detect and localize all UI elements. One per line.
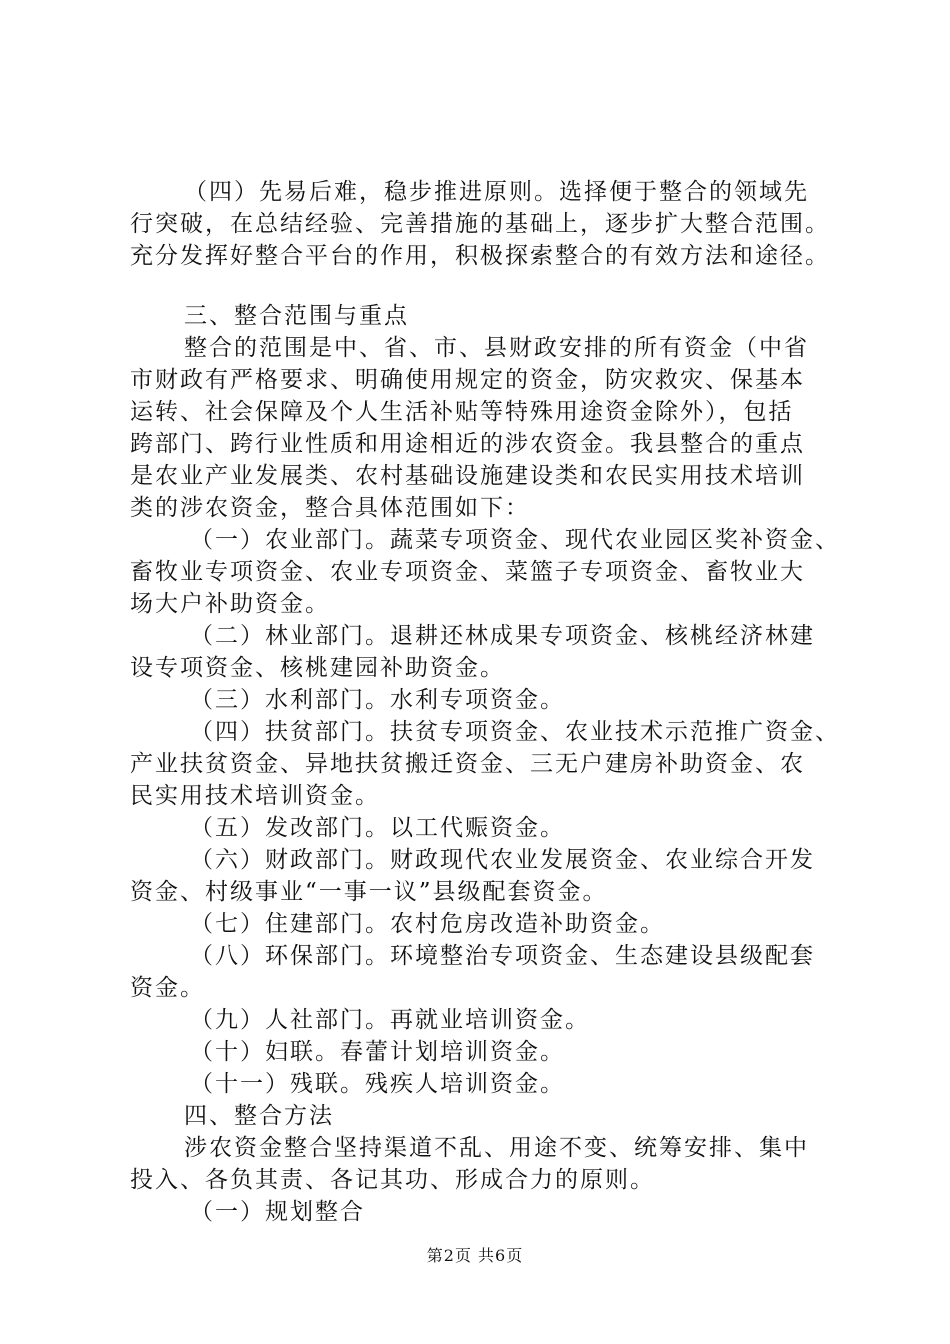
item-water: （三）水利部门。水利专项资金。 <box>190 687 565 713</box>
item-housing: （七）住建部门。农村危房改造补助资金。 <box>190 911 665 937</box>
section-heading-4: 四、整合方法 <box>184 1103 334 1129</box>
paragraph-method: 涉农资金整合坚持渠道不乱、用途不变、统筹安排、集中 <box>184 1135 809 1161</box>
item-development: （五）发改部门。以工代赈资金。 <box>190 815 565 841</box>
paragraph-line: 充分发挥好整合平台的作用，积极探索整合的有效方法和途径。 <box>130 243 830 269</box>
document-body <box>130 176 850 1228</box>
paragraph-gap <box>130 272 850 300</box>
paragraph-line: 类的涉农资金，整合具体范围如下： <box>130 495 530 521</box>
paragraph-line: 跨部门、跨行业性质和用途相近的涉农资金。我县整合的重点 <box>130 431 805 457</box>
item-poverty: （四）扶贫部门。扶贫专项资金、农业技术示范推广资金、 <box>190 719 840 745</box>
item-labor: （九）人社部门。再就业培训资金。 <box>190 1007 590 1033</box>
paragraph-principle-4: （四）先易后难，稳步推进原则。选择便于整合的领域先 <box>184 179 809 205</box>
item-environment: （八）环保部门。环境整治专项资金、生态建设县级配套 <box>190 943 815 969</box>
paragraph-line: 市财政有严格要求、明确使用规定的资金，防灾救灾、保基本 <box>130 367 805 393</box>
paragraph-line: 运转、社会保障及个人生活补贴等特殊用途资金除外），包括 <box>130 399 794 425</box>
paragraph-line: 场大户补助资金。 <box>130 591 330 617</box>
paragraph-line: 民实用技术培训资金。 <box>130 783 380 809</box>
item-agriculture: （一）农业部门。蔬菜专项资金、现代农业园区奖补资金、 <box>190 527 840 553</box>
paragraph-line: 资金。 <box>130 975 205 1001</box>
paragraph-scope: 整合的范围是中、省、市、县财政安排的所有资金（中省 <box>184 335 809 361</box>
paragraph-line: 是农业产业发展类、农村基础设施建设类和农民实用技术培训 <box>130 463 805 489</box>
item-finance: （六）财政部门。财政现代农业发展资金、农业综合开发 <box>190 847 815 873</box>
paragraph-line: 资金、村级事业“一事一议”县级配套资金。 <box>130 879 608 905</box>
subheading-planning: （一）规划整合 <box>190 1199 365 1225</box>
item-women-federation: （十）妇联。春蕾计划培训资金。 <box>190 1039 565 1065</box>
page-footer: 第2页 共6页 <box>426 1246 524 1265</box>
paragraph-line: 设专项资金、核桃建园补助资金。 <box>130 655 505 681</box>
paragraph-line: 投入、各负其责、各记其功、形成合力的原则。 <box>130 1167 655 1193</box>
item-forestry: （二）林业部门。退耕还林成果专项资金、核桃经济林建 <box>190 623 815 649</box>
paragraph-line: 畜牧业专项资金、农业专项资金、菜篮子专项资金、畜牧业大 <box>130 559 805 585</box>
paragraph-line: 行突破，在总结经验、完善措施的基础上，逐步扩大整合范围。 <box>130 211 830 237</box>
section-heading-3: 三、整合范围与重点 <box>184 303 409 329</box>
item-disabled-federation: （十一）残联。残疾人培训资金。 <box>190 1071 565 1097</box>
paragraph-line: 产业扶贫资金、异地扶贫搬迁资金、三无户建房补助资金、农 <box>130 751 805 777</box>
